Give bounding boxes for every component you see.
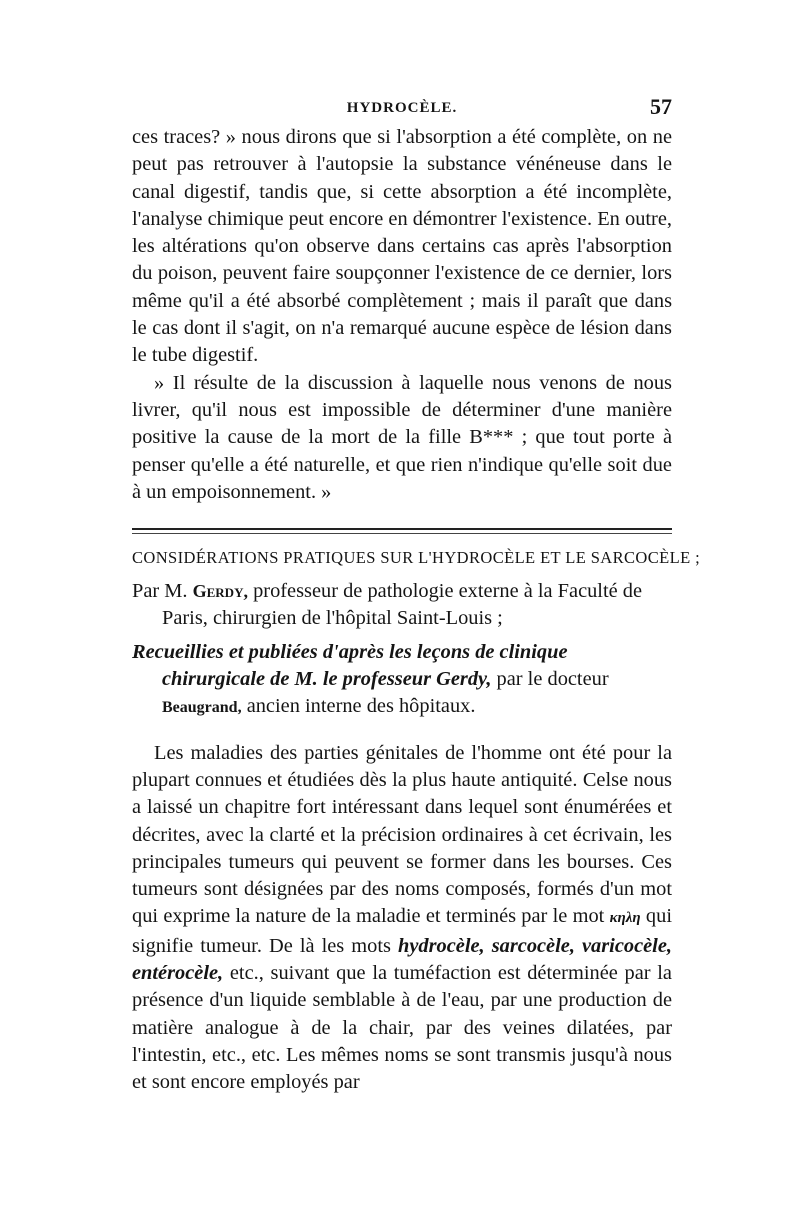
byline-rest: professeur de pathologie externe à la Faculté de Paris, chirurgien de l'hôpital Saint-Louis ; (162, 580, 643, 630)
body-text-b: qui signifie tumeur. De là les mots (132, 905, 672, 957)
byline-prefix: Par M. (132, 580, 188, 603)
book-page (132, 92, 701, 1097)
paragraph-conclusion: » Il résulte de la discussion à laquelle nous venons de nous livrer, qu'il nous est impossible de déterminer d'une manière positive la cause de la mort de la fille B*** ; que tout porte à penser qu'elle a été naturelle, et que rien n'indique qu'elle soit due à un empoisonnement. » (132, 371, 672, 503)
author-name: Gerdy, (192, 581, 248, 602)
article-heading: CONSIDÉRATIONS PRATIQUES SUR L'HYDROCÈLE ET LE SARCOCÈLE ; (132, 548, 701, 568)
section-divider (132, 528, 672, 534)
divider-thin (132, 533, 672, 534)
greek-word: κηλη (609, 910, 641, 927)
article-editor-line (132, 639, 672, 722)
article-byline (132, 578, 672, 633)
editor-mid: par le docteur (496, 668, 609, 691)
running-title: HYDROCÈLE. (346, 100, 458, 116)
body-text-c: etc., suivant que la tuméfaction est déterminée par la présence d'un liquide semblable à de l'eau, par une production de matière analogue à de la chair, par des veines dilatées, par l'intestin, etc., etc. Les mêmes noms se sont transmis jusqu'à nous et sont encore employés par (132, 962, 672, 1094)
paragraph-continued: ces traces? » nous dirons que si l'absorption a été complète, on ne peut pas retrouver à l'autopsie la substance vénéneuse dans le canal digestif, tandis que, si cette absorption a été incomplète, l'analyse chimique peut encore en démontrer l'existence. En outre, les altérations qu'on observe dans certains cas après l'absorption du poison, peuvent faire soupçonner l'existence de ce dernier, lors même qu'il a été absorbé complètement ; mais il paraît que dans le cas dont il s'agit, on n'a remarqué aucune espèce de lésion dans le tube digestif. (132, 126, 672, 367)
editor-rest: ancien interne des hôpitaux. (246, 695, 476, 718)
body-paragraph (132, 740, 672, 1097)
editor-italic: Recueillies et publiées d'après les leçons de clinique chirurgicale de M. le professeur Gerdy, (132, 640, 568, 691)
page-number: 57 (650, 94, 672, 119)
editor-name: Beaugrand, (162, 699, 242, 717)
body-text-a: Les maladies des parties génitales de l'homme ont été pour la plupart connues et étudiées dès la plus haute antiquité. Celse nous a laissé un chapitre fort intéressant dans lequel sont énumérées et décrites, avec la clarté et la précision ordinaires à cet écrivain, les principales tumeurs qui peuvent se former dans les bourses. Ces tumeurs sont désignées par des noms composés, formés d'un mot qui exprime la nature de la maladie et terminés par le mot (132, 741, 672, 928)
divider-thick (132, 528, 672, 530)
medical-terms: hydrocèle, sarcocèle, varicocèle, entérocèle, (132, 934, 672, 985)
running-header (132, 92, 672, 124)
